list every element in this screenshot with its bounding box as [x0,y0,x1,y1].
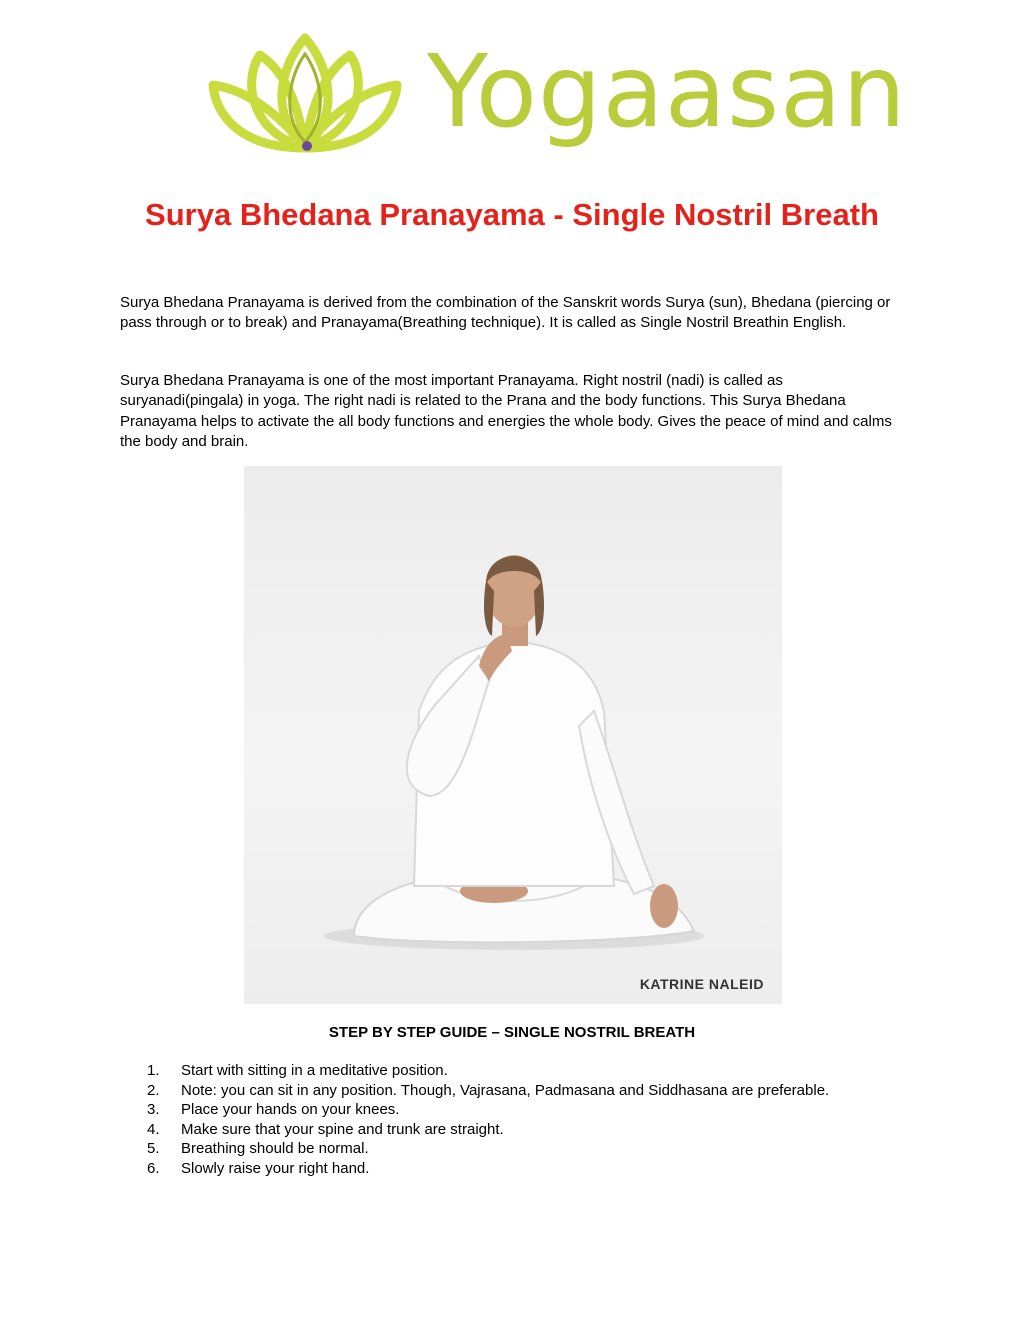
step-item [147,1139,861,1159]
steps-list [147,1061,861,1178]
step-text: Start with sitting in a meditative position. [181,1062,448,1079]
step-item [147,1081,861,1101]
step-number: 3. [147,1101,160,1118]
step-number: 1. [147,1062,160,1079]
step-number: 5. [147,1140,160,1157]
meditating-person-illustration [244,466,782,1004]
step-number: 2. [147,1081,160,1099]
brand-name: Yogaasan [427,33,907,150]
lotus-icon [205,30,435,160]
step-item [147,1120,861,1140]
step-item [147,1159,861,1179]
step-item [147,1061,861,1081]
yogaasan-logo [205,30,907,160]
pose-photo [244,466,782,1004]
step-text: Note: you can sit in any position. Though, Vajrasana, Padmasana and Siddhasana are preferable. [181,1081,830,1099]
step-text: Breathing should be normal. [181,1140,369,1157]
step-number: 4. [147,1120,160,1138]
photo-credit: KATRINE NALEID [639,976,764,992]
description-paragraph: Surya Bhedana Pranayama is one of the most important Pranayama. Right nostril (nadi) is called as suryanadi(pingala) in yoga. The right nadi is related to the Prana and the body functions. This Surya Bhedana Pranayama helps to activate the all body functions and energies the whole body. Gives the peace of mind and calms the body and brain. [120,372,892,450]
step-text: Make sure that your spine and trunk are straight. [181,1120,504,1138]
step-text: Place your hands on your knees. [181,1101,400,1118]
page-title: Surya Bhedana Pranayama - Single Nostril Breath [145,197,879,232]
step-item [147,1100,861,1120]
step-number: 6. [147,1159,160,1177]
guide-heading: STEP BY STEP GUIDE – SINGLE NOSTRIL BREATH [328,1024,696,1041]
intro-paragraph: Surya Bhedana Pranayama is derived from the combination of the Sanskrit words Surya (sun), Bhedana (piercing or pass through or to break) and Pranayama(Breathing technique). It is called as Single Nostril Breathin English. [120,294,891,332]
step-text: Slowly raise your right hand. [181,1159,370,1177]
